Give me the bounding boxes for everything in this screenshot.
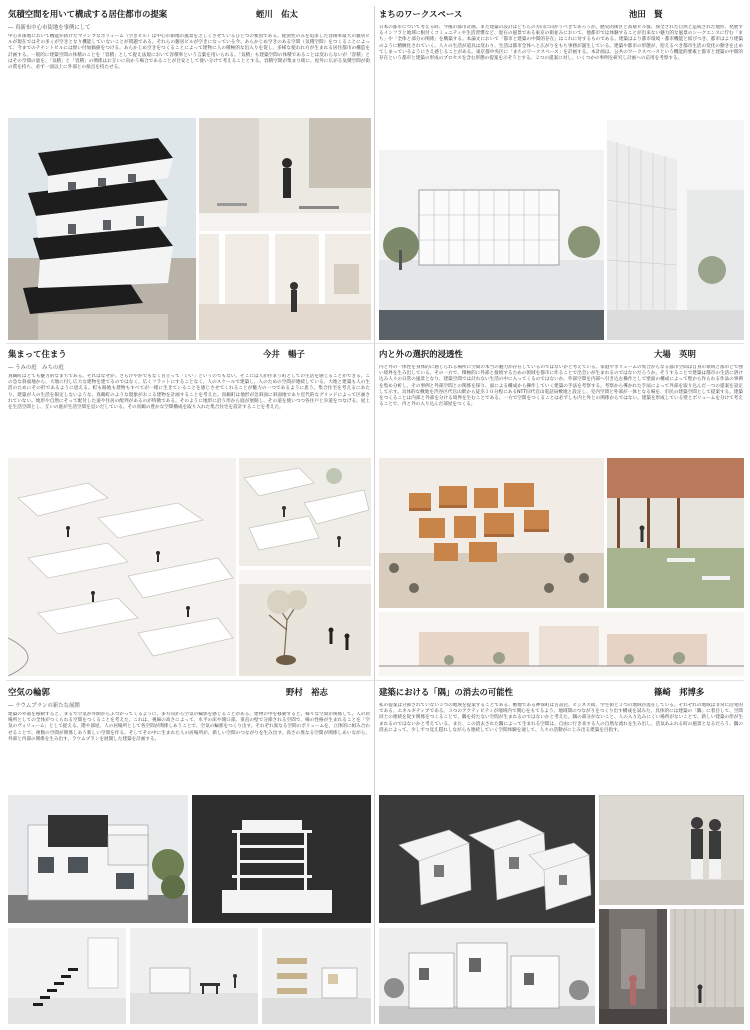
section-subtitle: ― ラウムプランの新たな展開 <box>8 703 80 709</box>
image-white-grid-pavilion-render <box>379 150 604 340</box>
section-subtitle: ― 真新布中心市街地を事例にして <box>8 25 91 31</box>
image-white-roof-housing-model <box>8 458 236 676</box>
image-cafe-interior-with-figure <box>199 118 371 231</box>
section-author: 池田 賢 <box>629 9 663 19</box>
image-furniture-interior-model <box>130 928 258 1024</box>
image-orange-block-site-model <box>379 458 604 608</box>
image-section-model <box>192 795 371 923</box>
image-two-women-figures <box>599 795 744 905</box>
section-author: 今井 暢子 <box>263 349 305 359</box>
image-facade-perspective-render <box>607 120 744 340</box>
section-author: 野村 裕志 <box>286 687 328 697</box>
section-title: 建築における「隅」の消去の可能性 <box>379 687 513 697</box>
section-2-text <box>379 8 743 118</box>
section-body: 中心市街地において機能が抜けたマッシブなボリューム（空きビル）は中心市街地の風景を乏しくさせているひとつの要因である。経済性のみを追求した容積率最大の雑居ビルが現在ではその多くが空きとなり機能していないことが問題である。それらの雑居ビルが空きになっている今、あらかじめ空きのある空間（気積空間）をつくることによって、今までのテナントビルには無い付加価値をつける。あらかじめ空きをつくることによって建物に人の積極的な出入りを促し、多様な使われ方が生まれる居住都市の構造を計画する。一般的に建築空間の体積のことを「容積」として捉え法規において容積率という言葉を用いられる。「気積」も建築空間の体積であることは変わらないが「容積」とはその空間の量を、「気積」と「容積」の関係はお互いに向かう場合であることが目安として使い分けて考えることとする。容積空間が集まり街に、屋外に広がる気積空間が街の質を持ち、必ず一面以上に外部との接点を持たせる。 <box>8 34 370 71</box>
image-cube-house-exterior <box>8 795 188 923</box>
section-title: 空気の輪郭 <box>8 687 50 697</box>
section-body: 建築の外部を移動すると、まるで空気が外側からぶつかってくるように、多方向から空気の輪郭を感じることがある。建物の中を移動すると、様々な空間が関係して、人の居場所としての全体がつくられる空間をつくることを考えた。これは、視線の高さによって、水平の床や開口部、垂直の壁で分節される空間で、場の性格が生まれることを「空気のヴォリューム」として捉える。階や部屋、人の居場所として各空間が関係しあうことで、空気の輪郭をつくり出す。それぞれ異なる空間のボリュームを、立体的に組み合わせることで、複数の空間が関係しあう新しい空間を作る。そしてその中に生まれた人の居場所が、新しい空間のつながりを生み出す。高さの異なる空間が関係しあいながら、外部と内部の関係を生み出す、ラウムプランを展開した建築を計画する。 <box>8 712 370 742</box>
section-body: 真鶴町はとても魅力的なまちである。それはなぜか。さらけやかでもなく目立って「いい」というのでもない。そこには人が住まう町としての生活を感じることができる。この急な斜面地から、大地に付し広大な建物を建てるのではなく、広くフラットにすることなく、人のスケールで建築し、人のための空間が連続している。大地と建築も人の生活のためにその形であるように思える。町も路地も建物もすべてが一緒に生きていることを感じさせてくれることが魅力の一つであるように思う。集合住宅を考えるにあたり、建築が人の生活を限定しないような、真鶴町のような現象がおこる建物を計画することを考えた。真鶴町は地形が急斜面に斜面地であり近代的なグリッドによって区画されていない。地形や自然にそって配付した道や住居の配列があるのが特徴である。そのように地形に沿う形から庭が展開し、その道を使いつつ各住戸と歩道をつなげる。屋上を生活空間とし、互いの庭が生活空間を見いだしている。その真鶴の豊かな空間構成を取り入れた集合住宅を設計することを考えた。 <box>8 374 370 411</box>
image-tree-in-model-interior <box>239 570 371 676</box>
image-interior-column-space <box>199 234 371 340</box>
section-title: 気積空間を用いて構成する居住都市の提案 <box>8 9 168 19</box>
section-3-text <box>8 348 370 456</box>
section-title: まちのワークスペース <box>379 9 463 19</box>
section-6-text <box>379 686 743 790</box>
image-model-courtyard-detail <box>239 458 371 566</box>
image-courtyard-tables-render <box>607 458 744 608</box>
section-body: 内と外の一体性を身体的に感じられる場所に空間の本当の魅力が存在しているのではないかと考えている。家庭やボリュームの集合からなる都市空間は自身の領域と都市とで強い境界を生み出している。その一方で、積極的に外部と接続するための領域を都市に作ることで出会いが生まれるのではないだろうか。そうすることで建築は都市の生活に溶け込み人々の日常の風景となり、建築空間では計れない生活の中に入ってくるのではないか。外部空間を内部へ引き込む操作として壁面の構成によって壁から作られる作品の事例を集め分析し、その事例と外部空間との関係を探り、面による構成から操作していく建築の手法を考察する。考察から導かれた手法によって外部を取り込んだ一つの提案を設定して示す。具体的な敷地を渋谷区代官山駅から徒歩１０分程にあるNTT旧代官山電話局敷地と設定し、室内空間と外部が一体となる場を、市民の建築空間として提案する。建築をつくることは内部と外部を分ける境界を生むことである。一方で空間をつくることは必ずしも内と外との関係からではない。建築を形成している壁とボリュームを分けて考えることで、内と外の入り込んだ部屋をつくる。 <box>379 365 743 408</box>
image-stair-interior-model <box>8 928 126 1024</box>
image-shelf-interior-model <box>262 928 371 1024</box>
section-title: 内と外の選択的浸透性 <box>379 349 463 359</box>
section-author: 蛭川 佑太 <box>256 9 298 19</box>
image-white-volume-model-top <box>379 795 595 923</box>
section-author: 大場 英明 <box>654 349 696 359</box>
row-divider <box>6 680 744 681</box>
section-4-text <box>379 348 743 456</box>
section-body: 私の提案は分節されていない３つの地域を提案することである。敷地である神保町は古書店、ビジネス街、学生街と３つの地域が混在している。それぞれの地域は非常に活発的である。エネルギティブである。３つのアクティビティが地域内で関心をもてるよう、地域間のつながりをつくり出す構成を試みた。具体的には建築の「隅」に着目して、空間同士の連続を促す関係をつくることで、隅を持たない空間が生まれるのではないかと考えた。隅の部分がないこと、人の入り込みにくい場所がないことで、新しい建築の形が生まれるのではないかと考えている。また、この消去された隅によって生まれる空間は、自由に行き来する人の自然な流れを生み出し、活気あふれる町の風景となるだろう。隅の消去によって、少しずつ見え隠れしながらも連続していく空間体験を通して、人々の活動がにじみ出る建築を目指す。 <box>379 703 743 733</box>
image-black-white-apartment-model <box>8 118 196 340</box>
row-divider <box>6 343 744 344</box>
section-body: 日本の都市について考える時、今後の都市計画、また建築の設計はどちらの方向に向かうべきであろうか。歴史的街区と高層ビル群、保全された自然と造成された地形、発展するインフラと地域に根付くコミュニティや生活習慣など、混在の風景である東京の街並みにおいて、他都市では体験することが出来ない魅力的な風景のシークエンスに佇む「まち」や「全体と部分の関係」を構築する。本論文において「都市と建築の中間的存在」はこれに対するものである。建築はより都市環境・都市機能と結びつき、都市はより建築のように精緻化されていく。人々の生活が道具は変わり、生活は都市全体へと広がりをもち事務が誕生している。建築や都市の形態が、迎えるべき都市生活の変化の動きを止めてしまっているようにさえ感じることがある。東京都中央区に「まちのワークスペース」を計画する。本計画は、公共のワークスペースという機能的要素と都市と建築の中間的存在という都市と建築の形成のプロセスを含む形態の提案を示そうとする。２つの提案に対し、いくつかの事例を研究し計画への応用を考察する。 <box>379 25 743 62</box>
section-subtitle: ― うみの庭 みちの庭 <box>8 365 64 371</box>
image-textured-room-figure <box>670 909 744 1024</box>
section-5-text <box>8 686 370 790</box>
image-white-volume-model-street <box>379 928 595 1024</box>
section-author: 篠崎 邦博多 <box>654 687 705 697</box>
image-dark-corridor-figure <box>599 909 667 1024</box>
section-1-text <box>8 8 370 118</box>
image-long-elevation-drawing <box>379 612 744 676</box>
column-divider <box>374 6 375 1024</box>
section-title: 集まって住まう <box>8 349 67 359</box>
